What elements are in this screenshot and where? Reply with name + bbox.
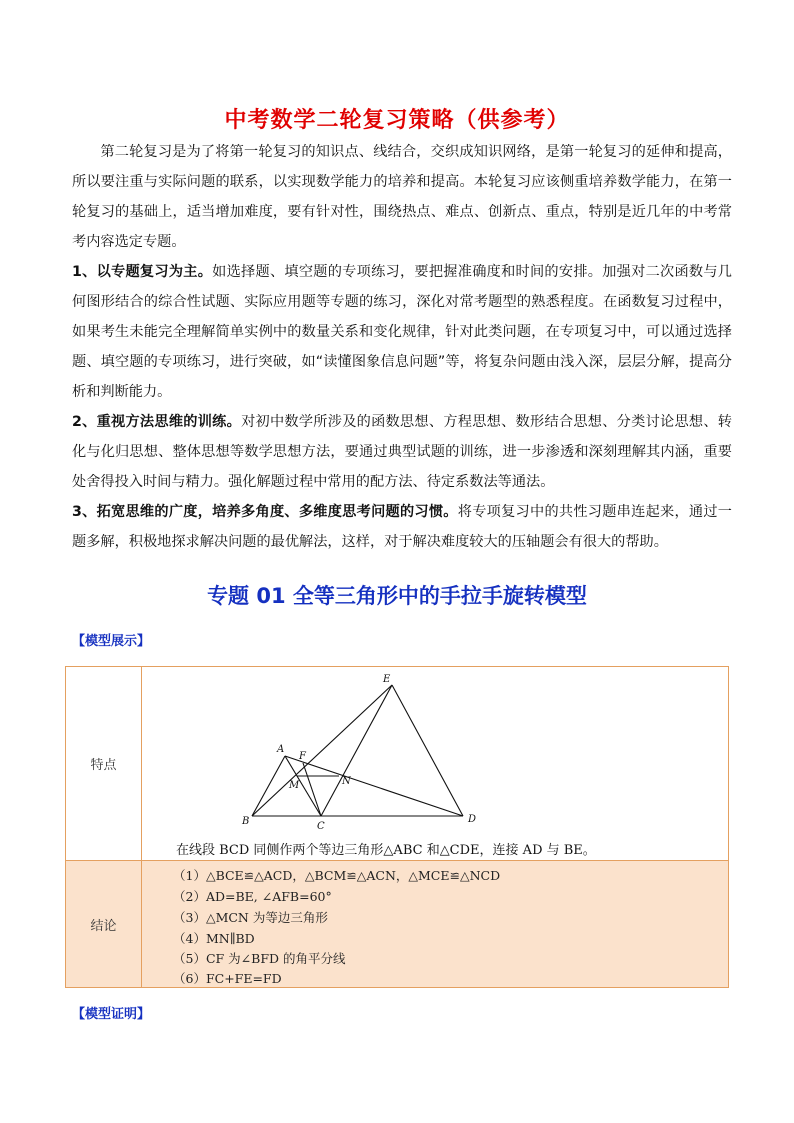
conclusion-item: （6）FC+FE=FD xyxy=(173,971,282,986)
point-label-e: E xyxy=(383,674,391,685)
conclusion-item: （4）MN∥BD xyxy=(173,931,255,946)
point-label-n: N xyxy=(342,776,351,787)
conclusion-item: （5）CF 为∠BFD 的角平分线 xyxy=(173,951,346,966)
point-label-c: C xyxy=(317,821,325,832)
feature-caption: 在线段 BCD 同侧作两个等边三角形△ABC 和△CDE，连接 AD 与 BE。 xyxy=(176,843,596,858)
point-label-a: A xyxy=(277,744,285,755)
conclusion-item: （3）△MCN 为等边三角形 xyxy=(173,910,328,925)
page-title: 中考数学二轮复习策略（供参考） xyxy=(224,108,570,133)
point-3-heading: 3、拓宽思维的广度，培养多角度、多维度思考问题的习惯。 xyxy=(72,504,458,520)
point-3-body: 将专项复习中的共性习题串连起来，通过一题多解，积极地探求解决问题的最优解法，这样，对于解决难度较大的压轴题会有很大的帮助。 xyxy=(72,504,732,550)
table-row-conclusions xyxy=(66,861,728,987)
section-model-proof: 【模型证明】 xyxy=(72,1007,151,1022)
conclusion-item: （2）AD=BE, ∠AFB=60° xyxy=(173,889,332,904)
point-label-b: B xyxy=(242,816,250,827)
intro-paragraph: 第二轮复习是为了将第一轮复习的知识点、线结合，交织成知识网络，是第一轮复习的延伸和提高，所以要注重与实际问题的联系，以实现数学能力的培养和提高。本轮复习应该侧重培养数学能力，在第一轮复习的基础上，适当增加难度，要有针对性，围绕热点、难点、创新点、重点，特别是近几年的中考常考内容选定专题。 xyxy=(72,144,732,250)
conclusion-label: 结论 xyxy=(66,861,142,987)
segment-be xyxy=(252,685,392,816)
feature-label: 特点 xyxy=(66,667,142,860)
topic-title: 专题 01 全等三角形中的手拉手旋转模型 xyxy=(207,584,587,608)
geometry-diagram xyxy=(240,670,700,835)
point-label-d: D xyxy=(468,814,477,825)
segment-ab xyxy=(252,756,285,816)
point-label-f: F xyxy=(299,751,306,762)
segment-ad xyxy=(285,756,463,816)
section-model-show: 【模型展示】 xyxy=(72,634,151,649)
segment-ed xyxy=(392,685,463,816)
point-1-body: 如选择题、填空题的专项练习，要把握准确度和时间的安排。加强对二次函数与几何图形结合的综合性试题、实际应用题等专题的练习，深化对常考题型的熟悉程度。在函数复习过程中，如果考生未能完全理解简单实例中的数量关系和变化规律，针对此类问题，在专项复习中，可以通过选择题、填空题的专项练习，进行突破，如“读懂图象信息问题”等，将复杂问题由浅入深，层层分解，提高分析和判断能力。 xyxy=(72,264,732,400)
point-3 xyxy=(72,497,732,557)
point-label-m: M xyxy=(289,780,300,791)
point-1 xyxy=(72,257,732,407)
table-row-features xyxy=(66,667,728,861)
point-2 xyxy=(72,407,732,497)
model-table xyxy=(65,666,729,988)
point-2-heading: 2、重视方法思维的训练。 xyxy=(72,414,242,430)
segment-ce xyxy=(321,685,392,816)
conclusion-item: （1）△BCE≌△ACD，△BCM≌△ACN，△MCE≌△NCD xyxy=(173,868,501,883)
point-1-heading: 1、以专题复习为主。 xyxy=(72,264,213,280)
point-2-body: 对初中数学所涉及的函数思想、方程思想、数形结合思想、分类讨论思想、转化与化归思想、整体思想等数学思想方法，要通过典型试题的训练，进一步渗透和深刻理解其内涵，重要处舍得投入时间与精力。强化解题过程中常用的配方法、待定系数法等通法。 xyxy=(72,414,732,490)
